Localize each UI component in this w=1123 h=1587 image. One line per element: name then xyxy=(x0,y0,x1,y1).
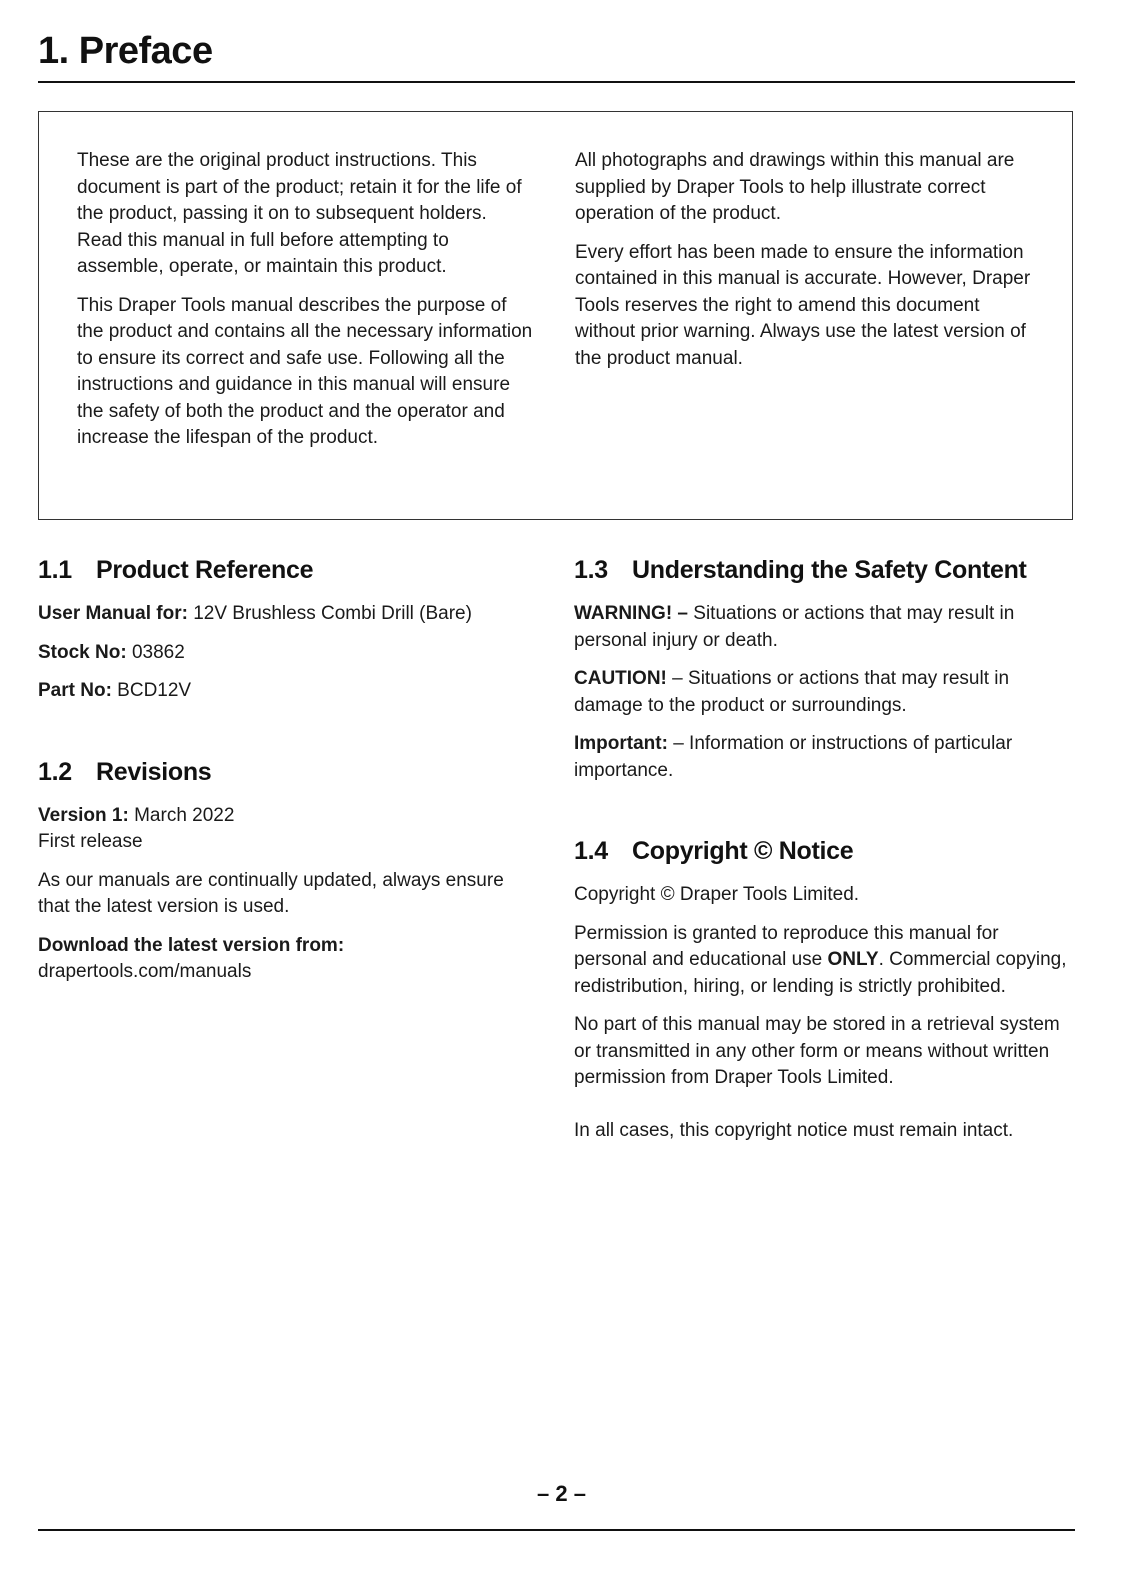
permission-text-end: . Commercial copying, redistribution, hiring, or lending is strictly prohibited. xyxy=(574,949,1067,997)
section-copyright xyxy=(574,834,1074,1144)
section-number: 1.1 xyxy=(38,556,72,584)
stock-number-label: Stock No: xyxy=(38,641,127,663)
download-label: Download the latest version from: xyxy=(38,934,345,956)
user-manual-value: 12V Brushless Combi Drill (Bare) xyxy=(187,603,472,624)
section-title: Copyright © Notice xyxy=(632,837,854,865)
section-revisions xyxy=(38,755,538,986)
stock-number-value: 03862 xyxy=(126,641,185,663)
caution-definition xyxy=(574,666,1074,719)
user-manual-label: User Manual for: xyxy=(38,603,188,624)
section-heading xyxy=(574,834,1074,868)
version-note: First release xyxy=(38,831,143,852)
page-number: – 2 – xyxy=(537,1481,586,1506)
intact-notice: In all cases, this copyright notice must remain intact. xyxy=(574,1119,1014,1141)
intro-paragraph: These are the original product instructions. This document is part of the product; retain it for the life of the product, passing it on to subsequent holders. Read this manual in full before attempting to assemble, operate, or maintain this product. xyxy=(77,150,522,277)
intro-box xyxy=(38,111,1073,520)
intro-paragraph: All photographs and drawings within this manual are supplied by Draper Tools to help illustrate correct operation of the product. xyxy=(575,150,1015,224)
left-column xyxy=(38,553,538,998)
section-safety-content xyxy=(574,553,1074,784)
warning-definition xyxy=(574,601,1074,654)
right-column xyxy=(574,553,1074,1156)
section-product-reference xyxy=(38,553,538,705)
title-divider xyxy=(38,81,1075,83)
intro-left-column xyxy=(77,148,537,464)
intro-right-column xyxy=(575,148,1035,384)
stock-number-line xyxy=(38,640,538,667)
section-title: Product Reference xyxy=(96,556,314,584)
user-manual-line xyxy=(38,601,538,628)
section-number: 1.2 xyxy=(38,757,72,786)
section-number: 1.3 xyxy=(574,556,608,584)
download-info xyxy=(38,933,538,986)
part-number-label: Part No: xyxy=(38,680,112,701)
section-number: 1.4 xyxy=(574,837,608,865)
warning-label: WARNING! – xyxy=(574,603,688,624)
part-number-line xyxy=(38,678,538,705)
footer-divider xyxy=(38,1529,1075,1531)
caution-text: – Situations or actions that may result in damage to the product or surroundings. xyxy=(574,668,1010,716)
part-number-value: BCD12V xyxy=(111,680,192,701)
update-note: As our manuals are continually updated, always ensure that the latest version is used. xyxy=(38,869,504,917)
copyright-line: Copyright © Draper Tools Limited. xyxy=(574,884,860,905)
version-date: March 2022 xyxy=(128,804,235,826)
storage-paragraph: No part of this manual may be stored in a retrieval system or transmitted in any other form or means without written permission from Draper Tools Limited. xyxy=(574,1014,1060,1088)
caution-label: CAUTION! xyxy=(574,668,667,689)
section-heading xyxy=(38,755,538,789)
important-label: Important: xyxy=(574,733,668,754)
permission-paragraph xyxy=(574,921,1074,1001)
section-title: Understanding the Safety Content xyxy=(632,556,1027,584)
important-text: – Information or instructions of particular importance. xyxy=(574,733,1013,781)
important-definition xyxy=(574,731,1074,784)
section-heading xyxy=(574,553,1074,587)
version-entry xyxy=(38,803,538,856)
version-label: Version 1: xyxy=(38,804,129,826)
section-title: Revisions xyxy=(96,757,212,786)
permission-emphasis: ONLY xyxy=(827,949,879,970)
intro-paragraph: Every effort has been made to ensure the information contained in this manual is accurate. However, Draper Tools reserves the right to amend this document without prior warning. Always use the latest version of the product manual. xyxy=(575,241,1031,369)
intro-paragraph: This Draper Tools manual describes the purpose of the product and contains all the necessary information to ensure its correct and safe use. Following all the instructions and guidance in this manual will ensure the safety of both the product and the operator and increase the lifespan of the product. xyxy=(77,294,533,448)
permission-text: Permission is granted to reproduce this manual for personal and educational use xyxy=(574,922,999,970)
section-heading xyxy=(38,553,538,587)
warning-text: Situations or actions that may result in personal injury or death. xyxy=(574,603,1015,651)
page-title: 1. Preface xyxy=(38,30,213,72)
download-link[interactable]: drapertools.com/manuals xyxy=(38,961,252,982)
